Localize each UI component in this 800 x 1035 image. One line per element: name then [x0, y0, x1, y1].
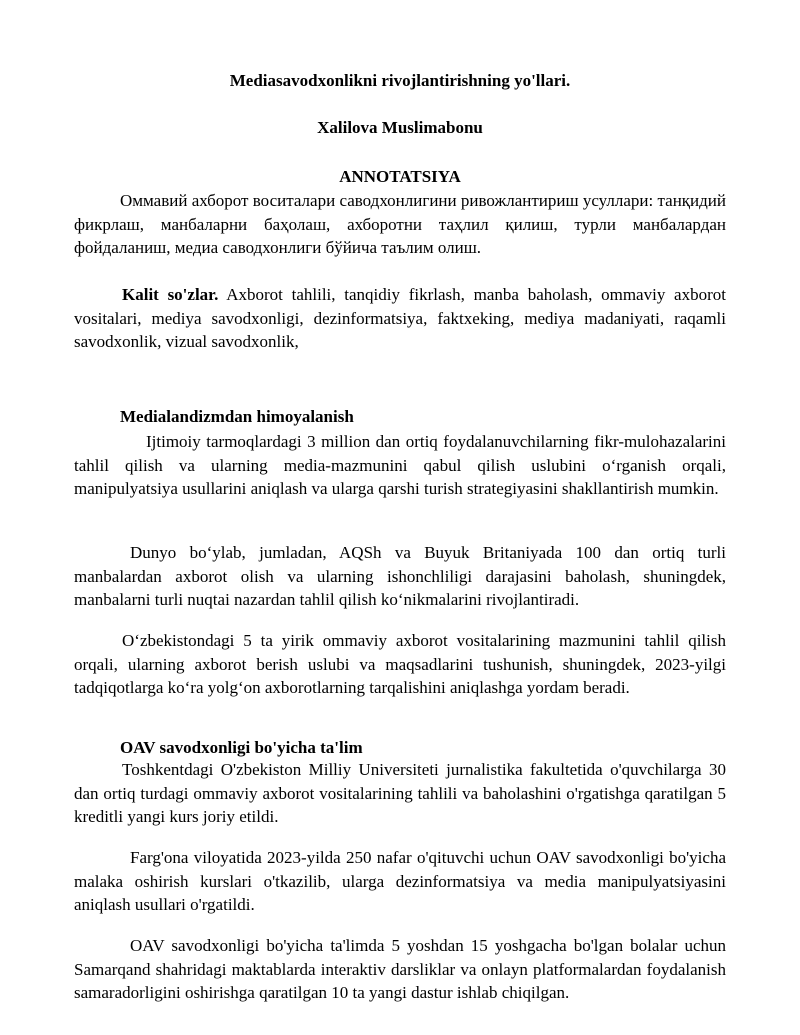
section2-paragraph-3 [74, 934, 726, 1005]
paragraph: Toshkentdagi O'zbekiston Milliy Universiteti jurnalistika fakultetida o'quvchilarga 30 dan ortiq turdagi ommaviy axborot vositalarining tahlili va baholashini o'rgatishga qaratilgan 5 kreditli yangi kurs joriy etildi. [74, 760, 726, 826]
keywords-label: Kalit so'zlar. [122, 285, 219, 304]
annotation-block [74, 189, 726, 260]
keywords-paragraph [74, 283, 726, 354]
section2-paragraph-2 [74, 846, 726, 917]
document-title: Mediasavodxonlikni rivojlantirishning yo'llari. [229, 71, 571, 90]
document-author: Xalilova Muslimabonu [317, 118, 483, 137]
section2-paragraph-1 [74, 758, 726, 829]
paragraph: O‘zbekistondagi 5 ta yirik ommaviy axborot vositalarining mazmunini tahlil qilish orqali, ularning axborot berish uslubi va maqsadlarini tushunish, shuningdek, 2023-yilgi tadqiqotlarga ko‘ra yolg‘on axborotlarning tarqalishini aniqlashga yordam beradi. [74, 631, 726, 697]
section1-paragraph-1 [74, 430, 726, 501]
keywords-text: Axborot tahlili, tanqidiy fikrlash, manba baholash, ommaviy axborot vositalari, mediya savodxonligi, dezinformatsiya, faktxeking, mediya madaniyati, raqamli savodxonlik, vizual savodxonlik, [74, 285, 726, 351]
section-heading-media-protection: Medialandizmdan himoyalanish [120, 407, 354, 426]
annotation-paragraph: Оммавий ахборот воситалари саводхонлигини ривожлантириш усуллари: танқидий фикрлаш, манбаларни баҳолаш, ахборотни таҳлил қилиш, турли манбалардан фойдаланиш, медиа саводхонлиги бўйича таълим олиш. [74, 191, 726, 257]
section1-paragraph-2 [74, 541, 726, 612]
paragraph: Ijtimoiy tarmoqlardagi 3 million dan ortiq foydalanuvchilarning fikr-mulohazalarini tahlil qilish va ularning media-mazmunini qabul qilish uslubini o‘rganish orqali, manipulyatsiya usullarini aniqlash va ularga qarshi turish strategiyasini shakllantirish mumkin. [74, 432, 726, 498]
section1-paragraph-3 [74, 629, 726, 700]
paragraph: Dunyo bo‘ylab, jumladan, AQSh va Buyuk Britaniyada 100 dan ortiq turli manbalardan axborot olish va ularning ishonchliligi darajasini baholash, shuningdek, manbalarni turli nuqtai nazardan tahlil qilish ko‘nikmalarini rivojlantiradi. [74, 543, 726, 609]
keywords-block [74, 283, 726, 354]
annotation-heading: ANNOTATSIYA [339, 167, 461, 186]
section-heading-media-literacy-education: OAV savodxonligi bo'yicha ta'lim [120, 738, 363, 757]
paragraph: Farg'ona viloyatida 2023-yilda 250 nafar o'qituvchi uchun OAV savodxonligi bo'yicha malaka oshirish kurslari o'tkazilib, ularga dezinformatsiya va media manipulyatsiyasini aniqlash usullari o'rgatildi. [74, 848, 726, 914]
paragraph: OAV savodxonligi bo'yicha ta'limda 5 yoshdan 15 yoshgacha bo'lgan bolalar uchun Samarqand shahridagi maktablarda interaktiv darsliklar va onlayn platformalardan foydalanish samaradorligini oshirishga qaratilgan 10 ta yangi dastur ishlab chiqilgan. [74, 936, 726, 1002]
